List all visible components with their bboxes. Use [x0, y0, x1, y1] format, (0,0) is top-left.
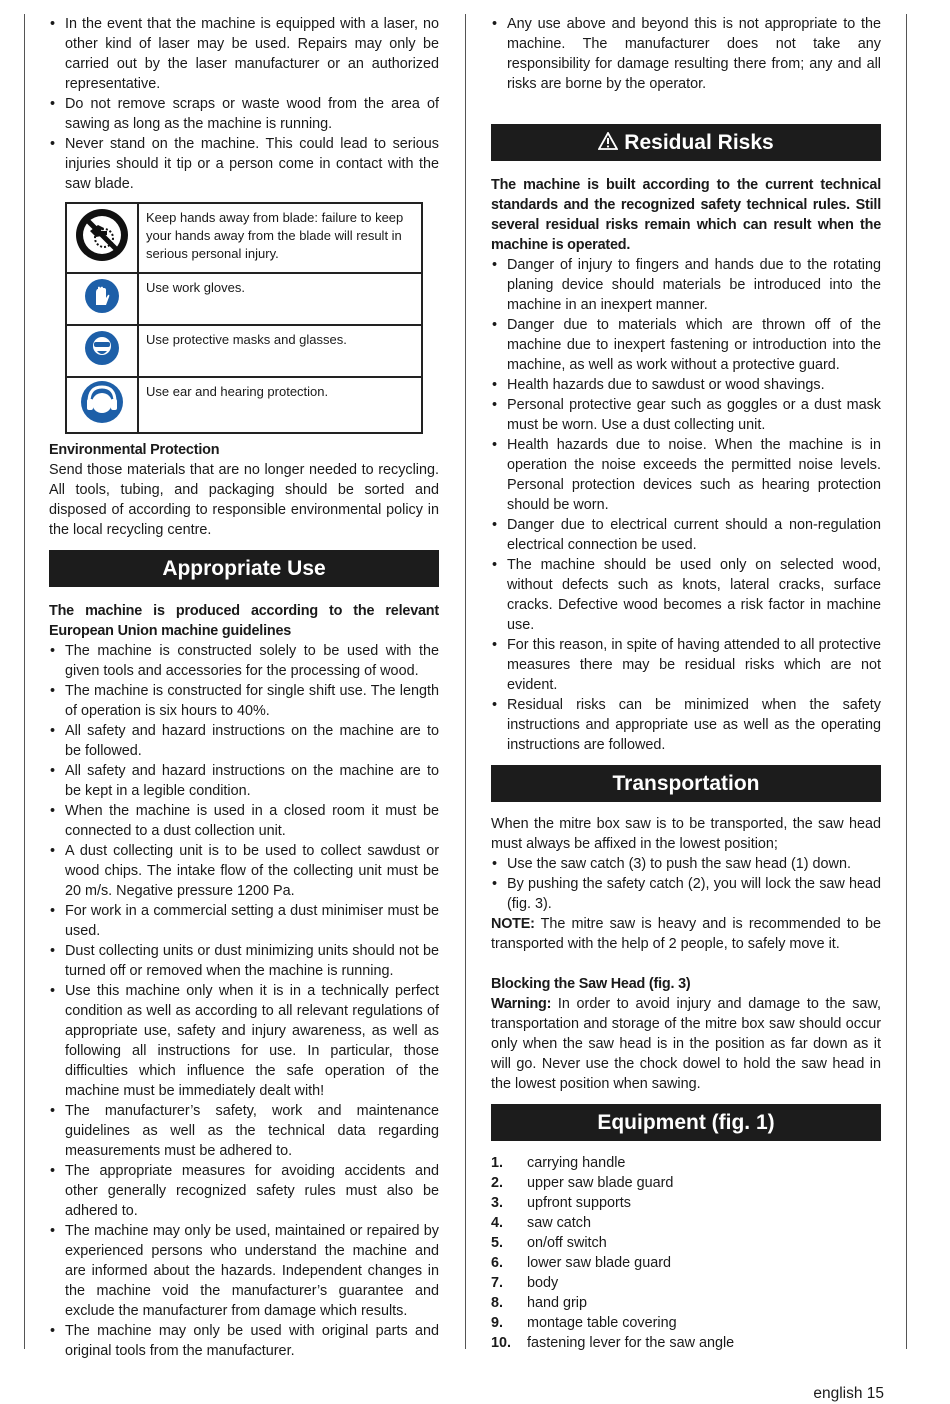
- sign-icon-cell: [66, 273, 138, 325]
- sign-icon-cell: [66, 377, 138, 433]
- table-row: [66, 203, 422, 273]
- column-divider-rule: [465, 14, 466, 1349]
- table-row: [66, 325, 422, 377]
- list-item: • For this reason, in spite of having attended to all protective measures there may be residual risks which are not evident.: [491, 635, 881, 695]
- residual-risks-subheading: The machine is built according to the current technical standards and the recognized safety technical rules. Still several residual risks remain which can result when the machine is operated.: [491, 177, 881, 253]
- list-item: [491, 1333, 881, 1353]
- list-item: [491, 1253, 881, 1273]
- list-item: • Health hazards due to noise. When the machine is in operation the noise exceeds the permitted noise levels. Personal protection devices such as hearing protection should be worn.: [491, 435, 881, 515]
- list-item: [491, 1193, 881, 1213]
- appropriate-use-heading: Appropriate Use: [49, 550, 439, 587]
- list-item: • Do not remove scraps or waste wood from the area of sawing as long as the machine is running.: [49, 94, 439, 134]
- list-item: • The machine should be used only on selected wood, without defects such as knots, lateral cracks, surface cracks. Defective wood becomes a risk factor in machine use.: [491, 555, 881, 635]
- transportation-intro: When the mitre box saw is to be transported, the saw head must always be affixed in the lowest position;: [491, 816, 881, 852]
- sign-text: Use work gloves.: [138, 273, 422, 325]
- list-item: • Personal protective gear such as goggles or a dust mask must be worn. Use a dust collecting unit.: [491, 395, 881, 435]
- item-label: fastening lever for the saw angle: [527, 1335, 735, 1351]
- right-margin-rule: [906, 14, 907, 1349]
- equipment-heading: Equipment (fig. 1): [491, 1104, 881, 1141]
- right-column: [491, 14, 881, 1353]
- ear-protection-icon: [80, 380, 124, 424]
- list-item: [491, 1313, 881, 1333]
- item-label: hand grip: [527, 1295, 588, 1311]
- intro-bullet-list: [491, 14, 881, 94]
- item-number: 7.: [491, 1275, 504, 1291]
- item-number: 10.: [491, 1335, 512, 1351]
- left-column: [49, 14, 439, 1361]
- note-text: The mitre saw is heavy and is recommended to be transported with the help of 2 people, to safely move it.: [491, 916, 881, 952]
- left-margin-rule: [24, 14, 25, 1349]
- residual-risks-list: [491, 255, 881, 755]
- warning-text: In order to avoid injury and damage to the saw, transportation and storage of the mitre box saw should occur only when the saw head is in the position as far down as it will go. Never use the chock dowel to hold the saw head in the lowest position when sawing.: [491, 996, 881, 1092]
- item-number: 6.: [491, 1255, 504, 1271]
- list-item: • Danger due to electrical current should a non-regulation electrical connection be used.: [491, 515, 881, 555]
- list-item: [491, 1273, 881, 1293]
- sign-icon-cell: [66, 203, 138, 273]
- item-label: on/off switch: [527, 1235, 607, 1251]
- item-number: 4.: [491, 1215, 504, 1231]
- list-item: • Dust collecting units or dust minimizing units should not be turned off or removed when the machine is running.: [49, 941, 439, 981]
- list-item: • The appropriate measures for avoiding accidents and other generally recognized safety rules must also be adhered to.: [49, 1161, 439, 1221]
- residual-risks-heading-label: Residual Risks: [624, 131, 774, 154]
- item-number: 1.: [491, 1155, 504, 1171]
- item-label: upper saw blade guard: [527, 1175, 674, 1191]
- item-label: lower saw blade guard: [527, 1255, 671, 1271]
- blocking-warning: [491, 994, 881, 1094]
- residual-risks-heading: [491, 124, 881, 161]
- list-item: • The machine is constructed solely to be used with the given tools and accessories for the processing of wood.: [49, 641, 439, 681]
- list-item: • Use the saw catch (3) to push the saw head (1) down.: [491, 854, 881, 874]
- list-item: [491, 1233, 881, 1253]
- item-number: 3.: [491, 1195, 504, 1211]
- list-item: • Health hazards due to sawdust or wood shavings.: [491, 375, 881, 395]
- appropriate-use-list: [49, 641, 439, 1361]
- intro-bullet-list: [49, 14, 439, 194]
- list-item: • The machine may only be used with original parts and original tools from the manufacturer.: [49, 1321, 439, 1361]
- note-label: NOTE:: [491, 916, 535, 932]
- list-item: • A dust collecting unit is to be used to collect sawdust or wood chips. The intake flow of the collecting unit must be 20 m/s. Negative pressure 1200 Pa.: [49, 841, 439, 901]
- environmental-protection-text: Send those materials that are no longer needed to recycling. All tools, tubing, and packaging should be sorted and disposed of according to responsible environmental policy in the local recycling centre.: [49, 462, 439, 538]
- list-item: [491, 1213, 881, 1233]
- item-label: upfront supports: [527, 1195, 631, 1211]
- list-item: • Residual risks can be minimized when the safety instructions and appropriate use as well as the operating instructions are followed.: [491, 695, 881, 755]
- list-item: • Danger due to materials which are thrown off of the machine due to inexpert fastening or introduction into the machine, as well as work without a protective guard.: [491, 315, 881, 375]
- transportation-list: [491, 854, 881, 914]
- safety-signs-table: [65, 202, 423, 434]
- list-item: • Any use above and beyond this is not appropriate to the machine. The manufacturer does not take any responsibility for damage resulting there from; any and all risks are borne by the operator.: [491, 14, 881, 94]
- sign-icon-cell: [66, 325, 138, 377]
- list-item: • The machine may only be used, maintained or repaired by experienced persons who understand the machine and are informed about the hazards. Independent changes in the machine void the manufacturer’s guarantee and exclude the manufacturer from damage which results.: [49, 1221, 439, 1321]
- item-label: saw catch: [527, 1215, 591, 1231]
- list-item: • For work in a commercial setting a dust minimiser must be used.: [49, 901, 439, 941]
- list-item: • All safety and hazard instructions on the machine are to be kept in a legible condition.: [49, 761, 439, 801]
- item-label: body: [527, 1275, 559, 1291]
- gloves-icon: [84, 278, 120, 314]
- item-label: montage table covering: [527, 1315, 677, 1331]
- item-number: 5.: [491, 1235, 504, 1251]
- item-number: 2.: [491, 1175, 504, 1191]
- item-label: carrying handle: [527, 1155, 626, 1171]
- table-row: [66, 377, 422, 433]
- list-item: • In the event that the machine is equipped with a laser, no other kind of laser may be used. Repairs may only be carried out by the laser manufacturer or an authorized representative.: [49, 14, 439, 94]
- equipment-list: [491, 1153, 881, 1353]
- environmental-protection-title: Environmental Protection: [49, 442, 220, 458]
- list-item: • Use this machine only when it is in a technically perfect condition as well as according to all relevant regulations of appropriate use, safety and injury awareness, as well as following all instructions for use. In particular, those difficulties which influence the safe operation of the machine must be immediately dealt with!: [49, 981, 439, 1101]
- no-hands-blade-icon: [74, 207, 130, 263]
- transportation-note: [491, 914, 881, 954]
- blocking-saw-head-title: Blocking the Saw Head (fig. 3): [491, 976, 691, 992]
- item-number: 8.: [491, 1295, 504, 1311]
- list-item: • Never stand on the machine. This could lead to serious injuries should it tip or a person come in contact with the saw blade.: [49, 134, 439, 194]
- warning-triangle-icon: [598, 132, 618, 150]
- mask-glasses-icon: [84, 330, 120, 366]
- list-item: [491, 1153, 881, 1173]
- list-item: • All safety and hazard instructions on the machine are to be followed.: [49, 721, 439, 761]
- sign-text: Use ear and hearing protection.: [138, 377, 422, 433]
- list-item: • Danger of injury to fingers and hands due to the rotating planing device should materials be introduced into the machine in an inexpert manner.: [491, 255, 881, 315]
- warning-label: Warning:: [491, 996, 552, 1012]
- list-item: • By pushing the safety catch (2), you will lock the saw head (fig. 3).: [491, 874, 881, 914]
- list-item: • When the machine is used in a closed room it must be connected to a dust collection unit.: [49, 801, 439, 841]
- table-row: [66, 273, 422, 325]
- sign-text: Keep hands away from blade: failure to keep your hands away from the blade will result in serious personal injury.: [138, 203, 422, 273]
- appropriate-use-subheading: The machine is produced according to the relevant European Union machine guidelines: [49, 603, 439, 639]
- list-item: • The machine is constructed for single shift use. The length of operation is six hours to 40%.: [49, 681, 439, 721]
- item-number: 9.: [491, 1315, 504, 1331]
- transportation-heading: Transportation: [491, 765, 881, 802]
- page-footer: english 15: [813, 1385, 884, 1402]
- sign-text: Use protective masks and glasses.: [138, 325, 422, 377]
- list-item: • The manufacturer’s safety, work and maintenance guidelines as well as the technical data regarding measurements must be adhered to.: [49, 1101, 439, 1161]
- list-item: [491, 1173, 881, 1193]
- list-item: [491, 1293, 881, 1313]
